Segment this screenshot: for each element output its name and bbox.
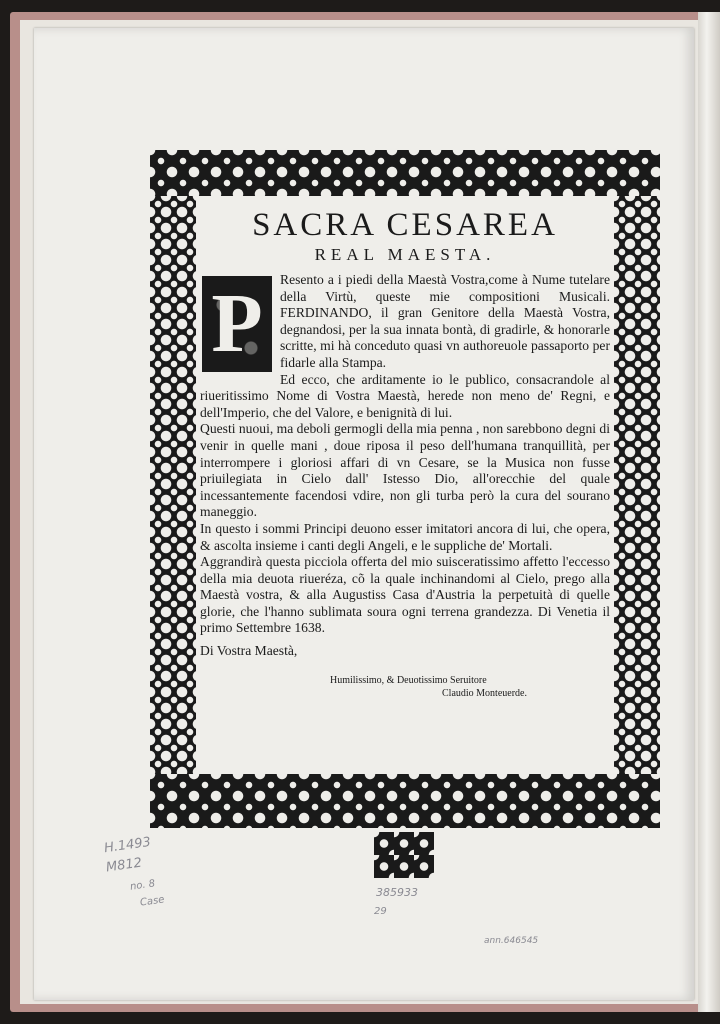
pencil-annotation: 29 [374,906,387,917]
pencil-annotation: no. 8 [129,878,156,893]
paragraph: In questo i sommi Principi deuono esser imitatori ancora di lui, che opera, & ascolta insieme i canti degli Angeli, e le suppliche de' Mortali. [200,520,610,553]
ornament-border-top [150,150,660,196]
closing-line: Di Vostra Maestà, [200,643,298,659]
opposite-page-edge [698,12,720,1012]
paragraph: Ed ecco, che arditamente io le publico, consacrandole al riueritissimo Nome di Vostra Maestà, herede non meno de' Regni, e dell'Imperio, che del Valore, e benignità di lui. [200,371,610,420]
pencil-annotation: Case [139,894,166,909]
signer-name: Claudio Monteuerde. [442,687,527,699]
paragraph: Questi nuoui, ma deboli germogli della mia penna , non sarebbono degni di venir in quelle mani , doue riposa il peso dell'humana tranquillità, per interrompere i gloriosi affari di vn Cesare, se la Musica non fusse priuilegiata in Cielo dall' Istesso Dio, all'orecchie del quale incessantemente facendosi vdire, non gli turba però la cura del sourano maneggio. [200,421,610,520]
pencil-annotation: ann.646545 [484,936,539,946]
paragraph: Aggrandirà questa picciola offerta del mio suisceratissimo affetto l'eccesso della mia deuota riueréza, cõ la quale inchinandomi al Cielo, prego alla Maestà vostra, & alla Augustiss Casa d'Austria la perpetuità di quelle glorie, che l'hanno sublimata soura ogni terrena grandezza. Di Venetia il primo Settembre 1638. [200,554,610,636]
signature-line: Humilissimo, & Deuotissimo Seruitore [330,674,487,686]
signature-block [330,674,610,700]
decorated-initial: P [202,276,272,372]
dedication-text [200,202,610,700]
ornament-border-right [614,196,660,774]
page-title: SACRA CESAREA [252,207,558,243]
ornament-border-left [150,196,196,774]
ornamental-frame [150,150,660,828]
opening-paragraph: Resento a i piedi della Maestà Vostra,come à Nume tutelare della Virtù, queste mie compositioni Musicali. FERDINANDO, il gran Genitore della Maestà Vostra, degnandosi, per la sua innata bontà, di gradirle, & honorarle scritte, mi hà conceduto quasi vn authoreuole passaporto per fidarle alla Stampa. [280,272,610,370]
tailpiece-ornament [374,832,434,878]
ornament-border-bottom [150,774,660,828]
page-subtitle: REAL MAESTA. [314,245,496,264]
pencil-annotation: H.1493 [103,834,152,857]
pencil-annotation: M812 [105,855,143,876]
pencil-annotation: 385933 [376,886,418,899]
